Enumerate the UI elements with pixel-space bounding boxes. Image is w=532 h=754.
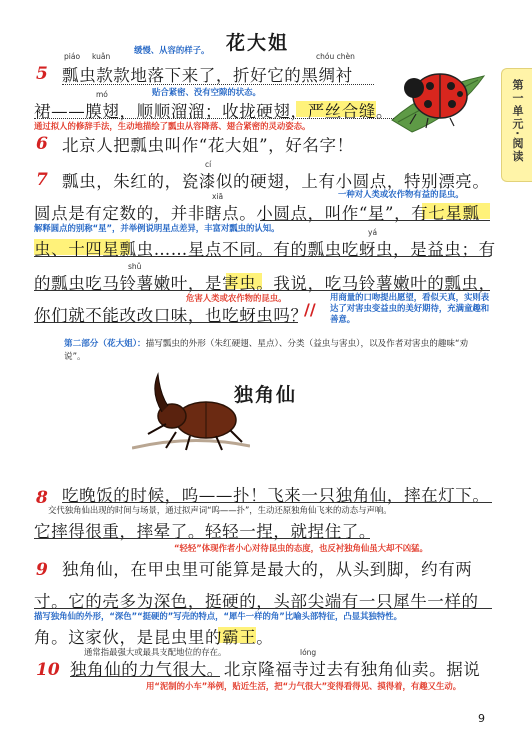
underline (70, 676, 220, 677)
paragraph-number-7: 7 (36, 170, 48, 190)
underline (34, 290, 490, 291)
p7-line4: 的瓢虫吃马铃薯嫩叶，是害虫。我说，吃马铃薯嫩叶的瓢虫， (34, 274, 496, 293)
underline (34, 608, 492, 609)
p7-line5: 你们就不能改改口味，也吃蚜虫吗？ (34, 306, 308, 325)
pinyin-xia: xiā (212, 192, 224, 201)
p5-line1: 瓢虫款款地落下来了，折好它的黑绸衬 (62, 66, 353, 85)
page-number: 9 (478, 712, 485, 725)
division-mark: // (304, 300, 316, 319)
pinyin-shu: shǔ (128, 262, 142, 271)
annotation-p8: 交代独角仙出现的时间与场景，通过拟声词“呜——扑”，生动还原独角仙飞来的动态与声响。 (48, 505, 392, 515)
paragraph-number-10: 10 (36, 660, 60, 680)
p7-line3: 虫、十四星瓢虫……星点不同。有的瓢虫吃蚜虫，是益虫；有 (34, 240, 496, 259)
underline (62, 84, 374, 85)
p6-line1: 北京人把瓢虫叫作“花大姐”，好名字！ (62, 136, 354, 155)
summary-text: 描写瓢虫的外形（朱红硬翅、星点）、分类（益虫与害虫），以及作者对害虫的趣味“劝说”。 (64, 339, 469, 362)
p7-line2: 圆点是有定数的，并非瞎点。小圆点，叫作“星”，有七星瓢 (34, 204, 480, 223)
rhinoceros-beetle-illustration (132, 368, 250, 460)
paragraph-number-6: 6 (36, 134, 48, 154)
pinyin-ya: yá (368, 228, 378, 237)
p10-line1: 独角仙的力气很大。北京隆福寺过去有独角仙卖。据说 (70, 660, 481, 679)
underline (34, 256, 490, 257)
annotation-kuankuan: 缓慢、从容的样子。 (134, 45, 210, 55)
pinyin-mo: mó (96, 90, 108, 99)
annotation-p5: 通过拟人的修辞手法，生动地描绘了瓢虫从容降落、翅合紧密的灵动姿态。 (34, 121, 311, 131)
p9-line1: 独角仙，在甲虫里可能算是最大的，从头到脚，约有两 (62, 560, 473, 579)
annotation-p7-ending: 用商量的口吻提出愿望，看似天真，实则表达了对害虫变益虫的美好期待，充满童趣和善意。 (330, 292, 490, 324)
pinyin-kuan: kuǎn (92, 52, 111, 61)
summary-label: 第二部分（花大姐）： (64, 339, 146, 349)
annotation-yichong: 一种对人类或农作物有益的昆虫。 (338, 189, 464, 199)
ladybug-illustration (388, 58, 488, 138)
unit-side-tab (501, 68, 532, 182)
annotation-qingqing: “轻轻”体现作者小心对待昆虫的态度，也反衬独角仙虽大却不凶猛。 (174, 543, 428, 553)
p8-line1: 吃晚饭的时候，呜——扑！飞来一只独角仙，摔在灯下。 (62, 486, 490, 505)
underline (34, 322, 298, 323)
section-summary (64, 338, 474, 364)
annotation-chouchen: 贴合紧密、没有空隙的状态。 (152, 87, 261, 97)
annotation-haichong: 危害人类或农作物的昆虫。 (186, 293, 287, 303)
paragraph-number-8: 8 (36, 488, 48, 508)
section-title-huadajie: 花大姐 (226, 32, 290, 54)
annotation-xing: 解释圆点的别称“星”，并举例说明星点差异，丰富对瓢虫的认知。 (34, 223, 280, 233)
pinyin-piao: piáo (64, 52, 81, 61)
annotation-p10: 用“泥制的小车”举例，贴近生活，把“力气很大”变得看得见、摸得着，有趣又生动。 (146, 681, 462, 691)
underline (34, 538, 370, 539)
p8-line2: 它摔得很重，摔晕了。轻轻一捏，就捏住了。 (34, 522, 376, 541)
p7-line1: 瓢虫，朱红的，瓷漆似的硬翅，上有小圆点，特别漂亮。 (62, 172, 490, 191)
paragraph-number-5: 5 (36, 64, 48, 84)
pinyin-long: lóng (300, 648, 317, 657)
underline (260, 220, 490, 221)
underline (34, 118, 394, 119)
pinyin-ci: cí (205, 160, 212, 169)
unit-side-tab-label: 第一单元·阅读 (511, 79, 524, 164)
underline (62, 502, 492, 503)
p5-line2: 裙——膜翅，顺顺溜溜；收拢硬翅，严丝合缝。 (34, 102, 394, 121)
paragraph-number-9: 9 (36, 560, 48, 580)
annotation-p9-appearance: 描写独角仙的外形，“深色”“挺硬的”写壳的特点，“犀牛一样的角”比喻头部特征，凸显其独特性。 (34, 611, 403, 621)
pinyin-chouchen: chóu chèn (316, 52, 355, 61)
section-title-dujiaoxian: 独角仙 (234, 384, 298, 406)
p9-line2: 寸。它的壳多为深色，挺硬的，头部尖端有一只犀牛一样的 (34, 592, 479, 611)
p9-line3: 角。这家伙，是昆虫里的霸王。 (34, 628, 274, 647)
annotation-bawang: 通常指最强大或最具支配地位的存在。 (84, 647, 227, 657)
